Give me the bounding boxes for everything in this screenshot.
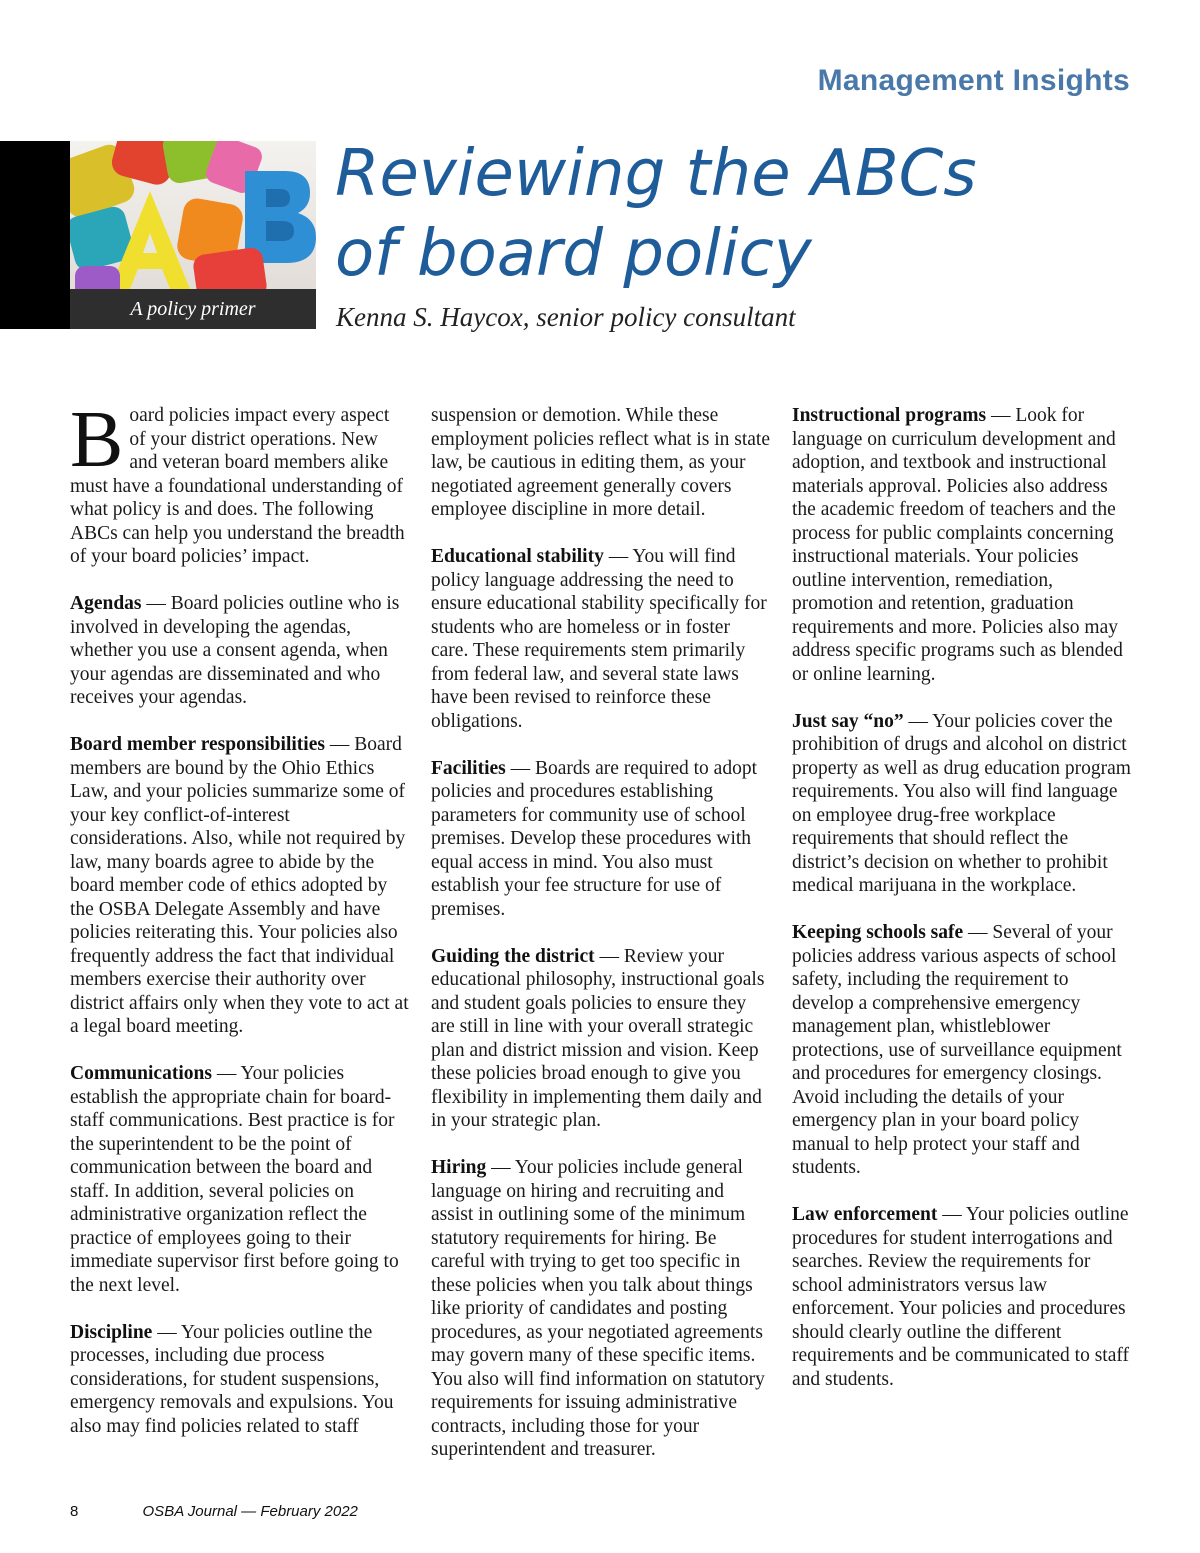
byline: Kenna S. Haycox, senior policy consultant — [336, 302, 796, 332]
section-discipline-part-1 — [70, 1321, 410, 1439]
section-body: suspension or demotion. While these employment policies reflect what is in state law, be cautious in editing them, as your negotiated agreement generally covers employee discipline in more detail. — [431, 405, 770, 520]
section-just-say-no — [792, 710, 1132, 898]
article-title — [335, 134, 1155, 294]
section-body: — Board members are bound by the Ohio Ethics Law, and your policies summarize some of your key conflict-of-interest considerations. Also, while not required by law, many boards agree to abide by the board member code of ethics adopted by the OSBA Delegate Assembly and have policies reiterating this. Your policies also frequently address the fact that individual members exercise their authority over district affairs only when they vote to act at a legal board meeting. — [70, 734, 409, 1037]
section-heading: Instructional programs — [792, 405, 987, 426]
section-heading: Law enforcement — [792, 1204, 938, 1225]
section-heading: Agendas — [70, 593, 142, 614]
intro-paragraph — [70, 396, 410, 569]
section-communications — [70, 1062, 410, 1297]
section-law-enforcement — [792, 1203, 1132, 1391]
section-heading: Educational stability — [431, 546, 604, 567]
section-instructional-programs — [792, 404, 1132, 686]
section-agendas — [70, 592, 410, 710]
intro-text: oard policies impact every aspect of your district operations. New and veteran board members alike must have a foundational understanding of what policy is and does. The following ABCs can help you understand the breadth of your board policies’ impact. — [70, 405, 405, 567]
section-board-member-responsibilities — [70, 733, 410, 1039]
drop-cap: B — [70, 396, 124, 484]
section-body: — Look for language on curriculum development and adoption, and textbook and instructional materials approval. Policies also address the academic freedom of teachers and the process for public complaints concerning instructional materials. Your policies outline intervention, remediation, promotion and retention, graduation requirements and more. Policies also may address specific programs such as blended or online learning. — [792, 405, 1123, 685]
section-guiding-the-district — [431, 945, 771, 1133]
section-hiring — [431, 1156, 771, 1462]
photo-caption: A policy primer — [70, 289, 316, 329]
article-column-3 — [792, 404, 1132, 1415]
page-footer — [70, 1503, 358, 1520]
article-column-2 — [431, 404, 771, 1485]
section-heading: Facilities — [431, 757, 506, 779]
section-body: — Your policies include general language on hiring and recruiting and assist in outlining some of the minimum statutory requirements for hiring. Be careful with trying to get too specific in these policies when you talk about things like priority of candidates and posting procedures, as your negotiated agreements may govern many of these specific items. You also will find information on statutory requirements for issuing administrative contracts, including those for your superintendent and treasurer. — [431, 1157, 765, 1460]
section-body: — Board policies outline who is involved in developing the agendas, whether you use a consent agenda, when your agendas are disseminated and who receives your agendas. — [70, 593, 400, 708]
section-heading: Board member responsibilities — [70, 734, 325, 755]
section-body: — Your policies cover the prohibition of drugs and alcohol on district property as well as drug education program requirements. You also will find language on employee drug-free workplace requirements that should reflect the district’s decision on whether to prohibit medical marijuana in the workplace. — [792, 710, 1131, 896]
alphabet-blocks-photo — [70, 141, 316, 289]
article-column-1 — [70, 396, 410, 1462]
title-line-2: of board policy — [335, 217, 812, 291]
journal-name: OSBA Journal — February 2022 — [142, 1503, 358, 1520]
section-body: — Your policies outline the processes, including due process considerations, for student suspensions, emergency removals and expulsions. You also may find policies related to staff — [70, 1321, 394, 1437]
black-side-bar — [0, 141, 70, 329]
section-body: — Several of your policies address various aspects of school safety, including the requirement to develop a comprehensive emergency management plan, whistleblower protections, use of surveillance equipment and procedures for emergency closings. Avoid including the details of your emergency plan in your board policy manual to help protect your staff and students. — [792, 922, 1122, 1178]
section-facilities — [431, 757, 771, 922]
section-heading: Discipline — [70, 1321, 153, 1343]
section-discipline-part-2 — [431, 404, 771, 522]
section-heading: Keeping schools safe — [792, 922, 964, 943]
section-heading: Just say “no” — [792, 710, 904, 732]
title-line-1: Reviewing the ABCs — [335, 137, 977, 211]
section-heading: Guiding the district — [431, 945, 595, 967]
section-heading: Communications — [70, 1063, 212, 1084]
section-body: — Your policies outline procedures for student interrogations and searches. Review the requirements for school administrators versus law enforcement. Your policies and procedures should clearly outline the different requirements and be communicated to staff and students. — [792, 1204, 1129, 1390]
section-body: — Review your educational philosophy, instructional goals and student goals policies to ensure they are still in line with your overall strategic plan and district mission and vision. Keep these policies broad enough to give you flexibility in implementing them daily and in your strategic plan. — [431, 945, 765, 1131]
alphabet-blocks-icon — [70, 141, 316, 289]
section-body: — You will find policy language addressing the need to ensure educational stability specifically for students who are homeless or in foster care. These requirements stem primarily from federal law, and several state laws have been revised to reinforce these obligations. — [431, 546, 767, 732]
section-body: — Boards are required to adopt policies and procedures establishing parameters for community use of school premises. Develop these procedures with equal access in mind. You also must establish your fee structure for use of premises. — [431, 757, 757, 920]
page-number: 8 — [70, 1503, 79, 1520]
section-label: Management Insights — [817, 64, 1130, 97]
section-educational-stability — [431, 545, 771, 733]
section-heading: Hiring — [431, 1157, 487, 1178]
section-keeping-schools-safe — [792, 921, 1132, 1180]
section-body: — Your policies establish the appropriate chain for board-staff communications. Best practice is for the superintendent to be the point of communication between the board and staff. In addition, several policies on administrative organization reflect the practice of employees going to their immediate supervisor first before going to the next level. — [70, 1063, 399, 1296]
